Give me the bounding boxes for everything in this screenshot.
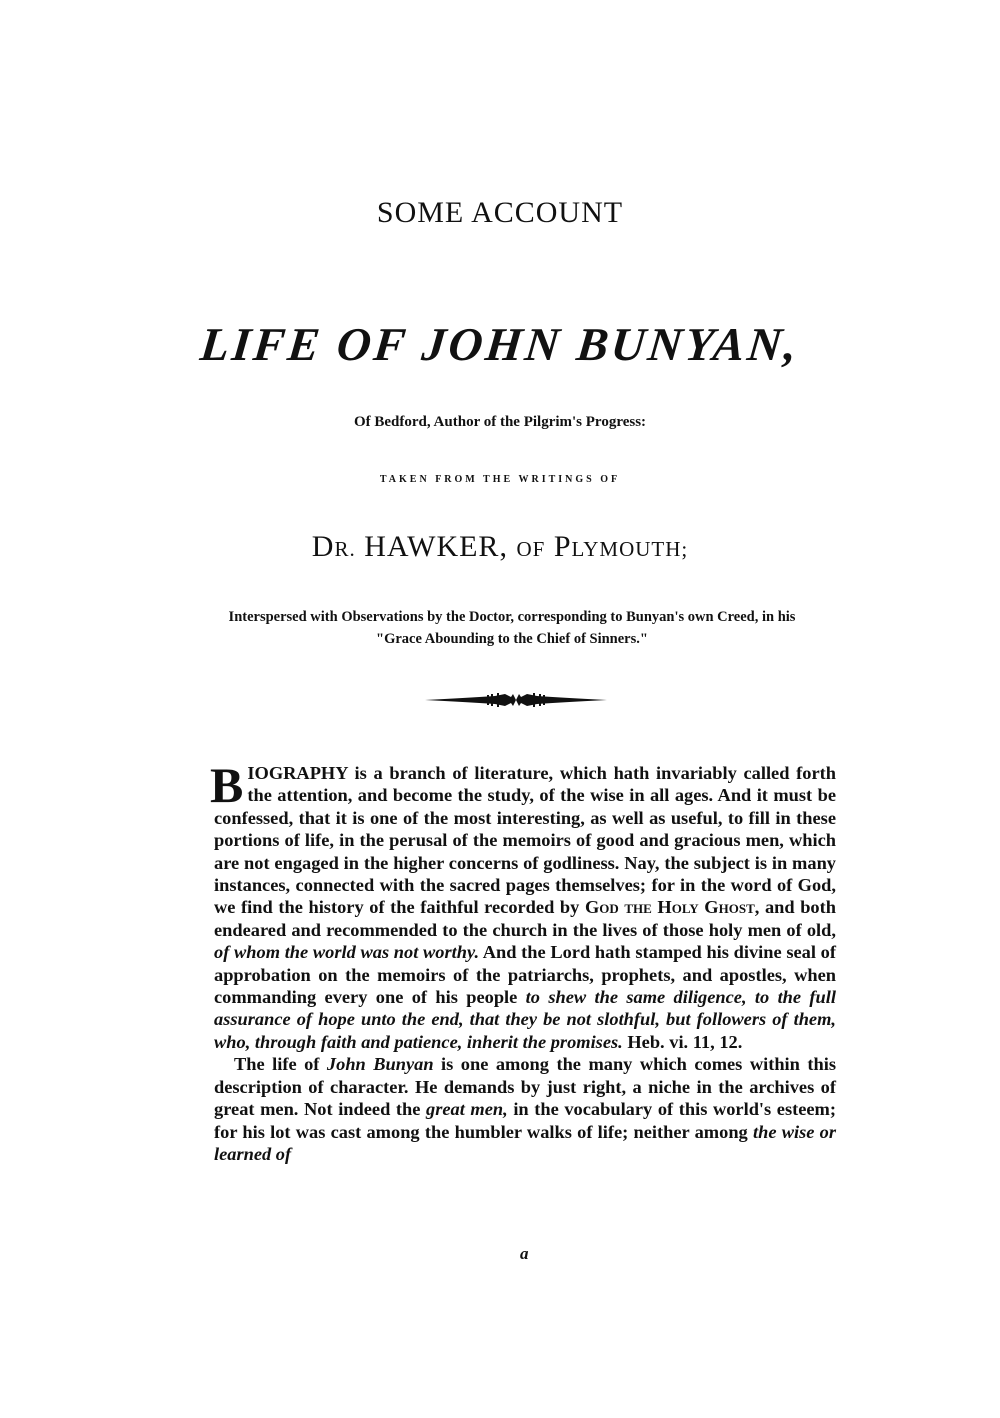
author-dr-initial: D: [311, 530, 335, 563]
author-of: OF: [516, 537, 546, 561]
book-title: LIFE OF JOHN BUNYAN,: [197, 319, 803, 371]
body-text: [210, 757, 836, 1165]
author-dr-rest: R.: [334, 537, 356, 561]
p2-text-c: is one among the many which comes within this description of character. He demands by just right, a niche in the archives of great men. Not indeed the: [214, 1054, 836, 1120]
paragraph-1: [210, 757, 836, 1053]
p2-great-men: great men,: [426, 1099, 508, 1120]
signature-mark: a: [520, 1244, 529, 1263]
p2-text-e: in the vocabulary of this world's esteem; for his lot was cast among the humbler walks of life; neither among: [214, 1099, 836, 1142]
heading: SOME ACCOUNT: [376, 196, 624, 229]
subtitle: Of Bedford, Author of the Pilgrim's Progress:: [353, 414, 647, 430]
p2-wise-learned: the wise or learned of: [214, 1121, 836, 1164]
author-place-rest: LYMOUTH;: [571, 537, 689, 561]
p1-text-b: , and both endeared and recommended to the church in the lives of those holy men of old,: [214, 897, 836, 940]
p1-citation: Heb. vi. 11, 12.: [622, 1031, 743, 1052]
paragraph-2: [214, 1053, 836, 1165]
author-line: [0, 530, 1000, 564]
ornament-divider-icon: [425, 690, 607, 710]
p2-john-bunyan: John Bunyan: [326, 1054, 434, 1075]
p1-text-a: IOGRAPHY is a branch of literature, which hath invariably called forth the attention, and become the study, of the wise in all ages. And it must be confessed, that it is one of the most interesting, as well as useful, to fill in these portions of life, in the perusal of the memoirs of good and gracious men, which are not engaged in the higher concerns of godliness. Nay, the subject is in many instances, connected with the sacred pages themselves; for in the word of God, we find the history of the faithful recorded by: [214, 763, 836, 918]
author-name: HAWKER,: [364, 530, 508, 563]
interspersed-note: Interspersed with Observations by the Doctor, corresponding to Bunyan's own Creed, in his "Grace Abounding to the Chief of Sinners.": [228, 609, 796, 647]
p1-text-d: And the Lord hath stamped his divine seal of approbation on the memoirs of the patriarchs, prophets, and apostles, when commanding every one of his people: [214, 942, 836, 1008]
drop-cap: B: [210, 757, 244, 813]
author-place-initial: P: [553, 530, 572, 563]
p1-quote-worthy: of whom the world was not worthy.: [214, 942, 480, 963]
p1-quote-diligence: to shew the same diligence, to the full assurance of hope unto the end, that they be not slothful, but followers of them, who, through faith and patience, inherit the promises.: [214, 987, 836, 1052]
p2-text-a: The life of: [234, 1054, 327, 1075]
p1-holy-ghost: God the Holy Ghost: [584, 897, 755, 918]
taken-from-line: TAKEN FROM THE WRITINGS OF: [379, 474, 621, 485]
